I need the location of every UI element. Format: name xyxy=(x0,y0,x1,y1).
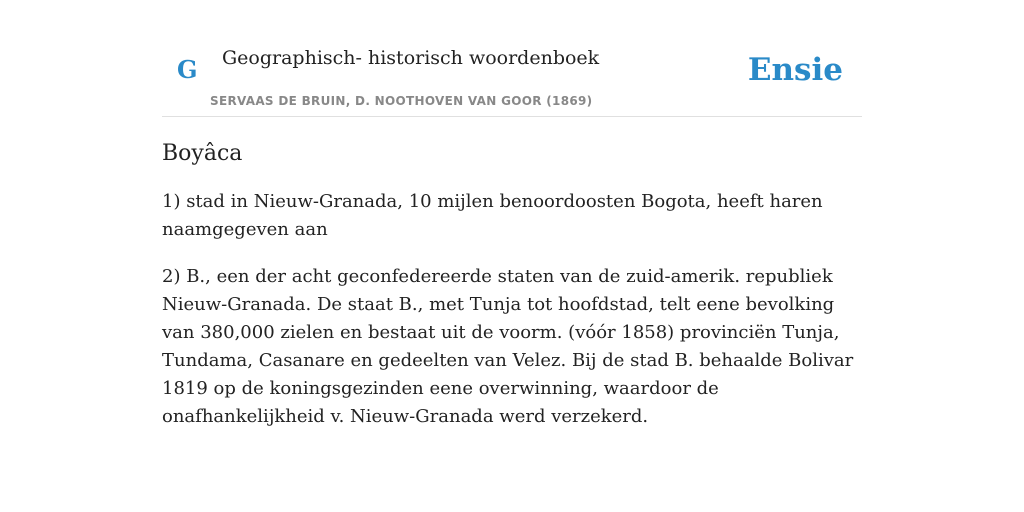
entry-content xyxy=(162,138,862,450)
entry-definition-2: 2) B., een der acht geconfedereerde staten van de zuid-amerik. republiek Nieuw-Granada. De staat B., met Tunja tot hoofdstad, telt eene bevolking van 380,000 zielen en bestaat uit de voorm. (vóór 1858) provinciën Tunja, Tundama, Casanare en gedeelten van Velez. Bij de stad B. behaalde Bolivar 1819 op de koningsgezinden eene overwinning, waardoor de onafhankelijkheid v. Nieuw-Granada werd verzekerd. xyxy=(162,266,854,427)
book-author: SERVAAS DE BRUIN, D. NOOTHOVEN VAN GOOR (1869) xyxy=(210,94,593,108)
entry-headword: Boyâca xyxy=(162,141,243,166)
book-title-link[interactable]: Geographisch- historisch woordenboek xyxy=(222,47,600,69)
book-letter-icon[interactable]: G xyxy=(177,55,198,84)
entry-definition-1: 1) stad in Nieuw-Granada, 10 mijlen benoordoosten Bogota, heeft haren naamgegeven aan xyxy=(162,191,823,240)
book-header xyxy=(162,0,862,117)
ensie-logo-link[interactable]: Ensie xyxy=(747,52,843,88)
